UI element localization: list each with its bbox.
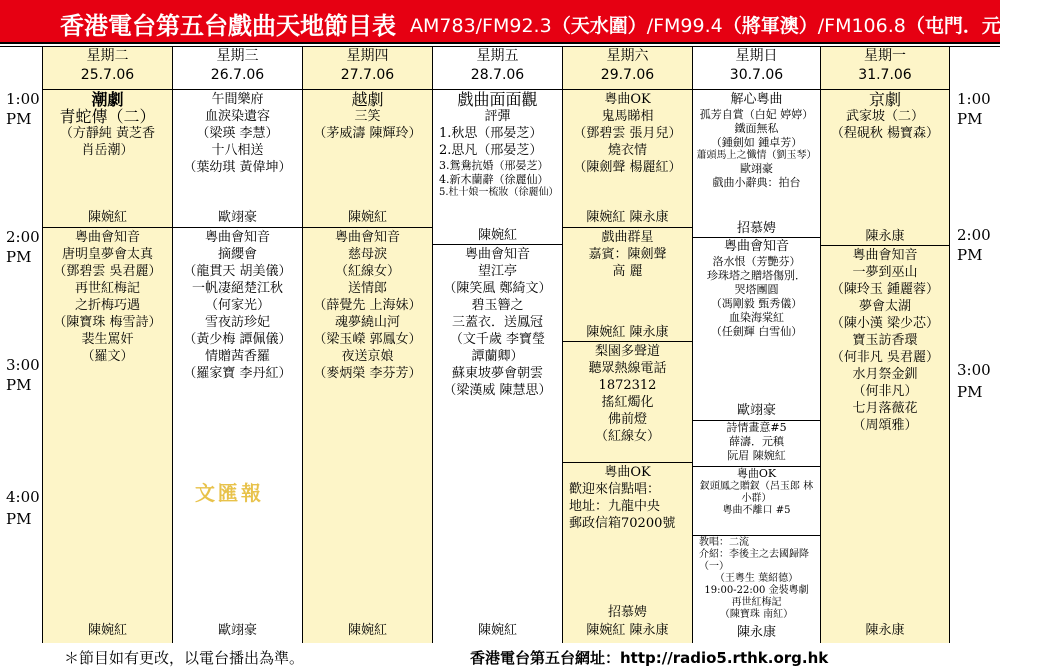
program-line: 譚蘭卿） — [471, 349, 524, 364]
program-line: （陳寶珠 南紅） — [719, 609, 794, 620]
program-line: （方靜純 黃芝香 — [59, 126, 156, 141]
program-block — [43, 91, 172, 159]
program-title: 粵曲會知音 — [723, 239, 789, 254]
day-column-fri — [432, 47, 562, 643]
program-line: 寶玉訪香環 — [852, 333, 918, 348]
host-name: 招慕娉 — [736, 221, 776, 236]
program-title: 戲曲群星 — [601, 230, 654, 245]
time-label: PM — [6, 248, 32, 266]
day-header — [173, 47, 302, 90]
day-date: 29.7.06 — [600, 67, 655, 83]
program-line: （葉幼琪 黃偉坤） — [183, 160, 292, 175]
program-line: （文千歲 李寶瑩 — [449, 332, 546, 347]
program-line: 評彈 — [484, 109, 511, 124]
program-block — [693, 467, 820, 517]
day-header — [433, 47, 562, 90]
program-line: 燒衣情 — [607, 143, 647, 158]
host-name: 陳婉紅 陳永康 — [586, 623, 669, 638]
program-line: 洛水恨（芳艷芬） — [712, 255, 801, 268]
host-name: 陳婉紅 — [347, 623, 387, 638]
time-label: 4:00 — [6, 488, 40, 506]
program-line: （龍貫天 胡美儀） — [183, 264, 292, 279]
program-block — [433, 246, 562, 399]
program-line: 血染海棠紅 — [729, 311, 784, 324]
program-line: 歡迎來信點唱： — [569, 482, 661, 497]
divider — [821, 245, 949, 246]
program-title: 粵曲會知音 — [74, 230, 140, 245]
time-label: PM — [6, 110, 32, 128]
day-column-wed — [172, 47, 302, 643]
program-title: 越劇 — [351, 90, 384, 109]
time-label: 3:00 — [6, 356, 40, 374]
program-line: 鬼馬睇相 — [601, 109, 654, 124]
program-title: 粵曲會知音 — [852, 248, 918, 263]
program-line: 之折梅巧遇 — [74, 298, 140, 313]
program-line: 阮眉 陳婉紅 — [727, 449, 786, 462]
freq-fm2: /FM99.4 — [646, 15, 723, 37]
program-line: 情贈茜香羅 — [204, 349, 270, 364]
program-line: （紅線女） — [594, 429, 660, 444]
program-line: 郵政信箱70200號 — [569, 516, 676, 531]
program-line: 武家坡（二） — [845, 109, 924, 124]
day-date: 25.7.06 — [80, 67, 135, 83]
program-line: （薛覺先 上海妹） — [313, 298, 422, 313]
program-line: 搖紅燭化 — [601, 395, 654, 410]
program-line: 水月祭金釧 — [852, 367, 918, 382]
day-header — [693, 47, 820, 90]
program-line: 蘇東坡夢會朝雲 — [451, 366, 543, 381]
program-block — [693, 238, 820, 339]
day-date: 28.7.06 — [470, 67, 525, 83]
program-line: 2.思凡（邢晏芝） — [439, 143, 543, 158]
program-line: （周頌雅） — [852, 418, 918, 433]
day-name: 星期六 — [606, 48, 649, 64]
program-line: 孤芳自賞（白妃 婷婷） — [699, 108, 814, 121]
footer — [0, 644, 1000, 670]
program-line: 珍珠塔之贈塔傷別． — [707, 269, 806, 282]
program-line: 鐵面無私 — [734, 122, 779, 135]
program-line: （程硯秋 楊寶森） — [830, 126, 940, 141]
program-line: （鄧碧雲 吳君麗） — [53, 264, 162, 279]
program-line: 肖岳潮） — [81, 143, 134, 158]
program-title: 戲曲面面觀 — [457, 90, 538, 109]
program-line: 4.新木蘭辭（徐麗仙） — [439, 173, 549, 186]
host-name: 陳婉紅 — [477, 228, 517, 243]
program-line: 蕭頭馬上之懺情（劉玉琴） — [696, 150, 817, 161]
program-line: 歐翊豪 — [740, 162, 773, 175]
divider — [563, 462, 692, 463]
program-line: 戲曲小辭典：拍台 — [712, 176, 801, 189]
host-name: 陳婉紅 — [477, 623, 517, 638]
program-line: 佛前燈 — [607, 412, 647, 427]
program-line: 教唱：二流 — [699, 537, 749, 548]
host-name: 陳婉紅 — [347, 210, 387, 225]
host-name: 陳婉紅 陳永康 — [586, 325, 669, 340]
host-name: 陳婉紅 陳永康 — [586, 210, 669, 225]
freq-fm3-area: （屯門．元朗） — [905, 15, 1039, 37]
program-title: 粵曲OK — [604, 465, 651, 480]
program-block — [173, 229, 302, 382]
program-line: 粵曲不離口 #5 — [722, 505, 791, 516]
program-line: （馮剛毅 甄秀儀） — [710, 297, 803, 310]
program-line: 七月落薇花 — [852, 401, 918, 416]
program-line: 望江亭 — [477, 264, 517, 279]
time-label: PM — [957, 110, 983, 128]
program-line: 一夢到巫山 — [852, 265, 918, 280]
program-line: （梁玉嶸 郭鳳女） — [313, 332, 422, 347]
program-line: （羅家寶 李丹紅） — [183, 366, 292, 381]
program-line: 介紹：李後主之去國歸降（一） — [699, 549, 809, 572]
host-name: 招慕娉 — [607, 605, 647, 620]
program-block — [563, 464, 692, 532]
program-block — [303, 229, 432, 382]
freq-fm2-area: （將軍澳） — [722, 15, 818, 37]
program-line: （梁瑛 李慧） — [196, 126, 279, 141]
divider — [303, 227, 432, 228]
program-title: 粵曲OK — [604, 92, 651, 107]
program-line: （麥炳榮 李芬芳） — [313, 366, 422, 381]
program-line: 雪夜訪珍妃 — [204, 315, 270, 330]
program-title: 粵曲會知音 — [334, 230, 400, 245]
program-line: 釵頭鳳之贈釵（呂玉郎 林 — [699, 481, 814, 492]
frequency-line — [410, 11, 1039, 38]
program-line: 摘纓會 — [217, 247, 257, 262]
time-label: PM — [957, 246, 983, 264]
program-block — [433, 91, 562, 199]
day-name: 星期一 — [864, 48, 906, 64]
day-date: 27.7.06 — [340, 67, 395, 83]
program-title: 梨園多聲道 — [594, 344, 660, 359]
day-name: 星期五 — [476, 48, 519, 64]
program-title: 粵曲會知音 — [204, 230, 270, 245]
host-name: 陳婉紅 — [87, 623, 127, 638]
program-line: 再世紅梅記 — [731, 597, 782, 608]
program-line: 哭塔團圓 — [734, 283, 779, 296]
time-label: 1:00 — [6, 90, 40, 108]
day-column-sun — [692, 47, 820, 643]
time-label: 2:00 — [6, 228, 40, 246]
freq-am-area: （天水圍） — [551, 15, 647, 37]
program-title: 午間樂府 — [211, 92, 264, 107]
program-line: （紅線女） — [334, 264, 400, 279]
program-block — [693, 421, 820, 463]
program-line: 裴生罵奸 — [81, 332, 134, 347]
program-title: 京劇 — [868, 90, 901, 109]
day-header — [563, 47, 692, 90]
program-line: （陳玲玉 鍾麗蓉） — [830, 282, 940, 297]
program-block — [821, 247, 949, 434]
program-line: 慈母淚 — [347, 247, 387, 262]
program-line: （陳小漢 梁少芯） — [830, 316, 940, 331]
divider — [173, 227, 302, 228]
program-line: 血淚染遺容 — [204, 109, 270, 124]
page-title: 香港電台第五台戲曲天地節目表 — [60, 12, 396, 40]
freq-fm3: /FM106.8 — [817, 15, 906, 37]
program-title: 潮劇 — [91, 90, 124, 109]
program-line: 三蓋衣．送鳳冠 — [451, 315, 543, 330]
program-line: （何非凡 吳君麗） — [830, 350, 940, 365]
program-line: （羅文） — [81, 349, 134, 364]
day-name: 星期二 — [86, 48, 129, 64]
program-block — [821, 91, 949, 142]
program-line: （何家光） — [204, 298, 270, 313]
host-name: 陳永康 — [736, 625, 776, 640]
host-name: 陳永康 — [865, 229, 905, 244]
day-name: 星期日 — [735, 48, 778, 64]
schedule-grid — [0, 46, 1000, 645]
divider — [563, 227, 692, 228]
day-column-sat — [562, 47, 692, 643]
program-line: （陳劍聲 楊麗紅） — [573, 160, 682, 175]
program-line: 夜送京娘 — [341, 349, 394, 364]
program-line: 碧玉簪之 — [471, 298, 524, 313]
title-banner — [0, 0, 1039, 44]
day-header — [303, 47, 432, 90]
program-line: （茅威濤 陳輝玲） — [313, 126, 422, 141]
host-name: 歐翊豪 — [217, 210, 257, 225]
program-line: （何非凡） — [852, 384, 918, 399]
program-line: 高 麗 — [612, 264, 643, 279]
program-line: 青蛇傳（二） — [59, 107, 156, 126]
host-name: 陳永康 — [865, 623, 905, 638]
time-label: PM — [957, 383, 983, 401]
divider — [693, 535, 820, 536]
program-line: 十八相送 — [211, 143, 264, 158]
program-line: 19:00-22:00 金裝粵劇 — [704, 585, 809, 596]
program-block — [563, 343, 692, 445]
day-date: 26.7.06 — [210, 67, 265, 83]
time-label: 2:00 — [957, 226, 991, 244]
day-column-mon — [820, 47, 950, 643]
program-line: （鍾劍如 鍾卓芳） — [710, 136, 803, 149]
freq-am: AM783/FM92.3 — [410, 15, 552, 37]
program-line: 3.鴛鴦抗婚（邢晏芝） — [439, 159, 549, 172]
day-date: 30.7.06 — [729, 67, 784, 83]
footer-note: ＊節目如有更改，以電台播出為準。 — [64, 649, 305, 667]
program-block — [563, 229, 692, 280]
time-label: 3:00 — [957, 361, 991, 379]
website-link[interactable]: 香港電台第五台網址：http://radio5.rthk.org.hk — [470, 649, 829, 667]
time-label: PM — [6, 376, 32, 394]
program-line: （鄧碧雲 張月兒） — [573, 126, 682, 141]
program-line: （陳笑風 鄭綺文） — [443, 281, 552, 296]
program-line: 嘉賓：陳劍聲 — [588, 247, 667, 262]
day-date: 31.7.06 — [858, 67, 912, 83]
program-block — [173, 91, 302, 176]
program-block — [303, 91, 432, 142]
program-title: 粵曲OK — [736, 467, 777, 480]
program-line: （王粵生 葉紹德） — [714, 573, 799, 584]
program-block — [693, 91, 820, 190]
program-line: （任劍輝 白雪仙） — [710, 325, 803, 338]
program-line: 1.秋思（邢晏芝） — [439, 126, 543, 141]
time-label: PM — [6, 510, 32, 528]
day-name: 星期四 — [346, 48, 389, 64]
program-line: 聽眾熱線電話 — [588, 361, 667, 376]
program-line: （陳寶珠 梅雪詩） — [53, 315, 162, 330]
program-line: 薛濤．元稹 — [729, 435, 784, 448]
program-line: 1872312 — [598, 378, 657, 393]
program-title: 粵曲會知音 — [464, 247, 530, 262]
day-name: 星期三 — [216, 48, 259, 64]
host-name: 歐翊豪 — [736, 403, 776, 418]
watermark-logo: 文匯報 — [195, 481, 264, 505]
program-line: 一帆凄絕楚江秋 — [191, 281, 283, 296]
host-name: 陳婉紅 — [87, 210, 127, 225]
program-title: 解心粵曲 — [730, 92, 783, 107]
program-line: 魂夢繞山河 — [334, 315, 400, 330]
day-column-tue — [42, 47, 172, 643]
program-line: 夢會太湖 — [858, 299, 911, 314]
program-line: 地址：九龍中央 — [569, 499, 661, 514]
divider — [433, 244, 562, 245]
program-line: （梁漢威 陳慧思） — [443, 383, 552, 398]
program-block — [43, 229, 172, 365]
program-line: 三笑 — [354, 109, 381, 124]
day-header — [43, 47, 172, 90]
program-line: 小群） — [741, 493, 772, 504]
program-line: 再世紅梅記 — [74, 281, 140, 296]
program-block — [693, 537, 820, 621]
program-title: 詩情畫意#5 — [726, 421, 787, 434]
program-line: （黃少梅 譚佩儀） — [183, 332, 292, 347]
program-block — [563, 91, 692, 176]
day-column-thu — [302, 47, 432, 643]
program-line: 送情郎 — [347, 281, 387, 296]
divider — [43, 227, 172, 228]
host-name: 歐翊豪 — [217, 623, 257, 638]
divider — [563, 341, 692, 342]
time-label: 1:00 — [957, 90, 991, 108]
program-line: 5.杜十娘一梳妝（徐麗仙） — [439, 187, 559, 198]
program-line: 唐明皇夢會太真 — [61, 247, 153, 262]
day-header — [821, 47, 949, 90]
